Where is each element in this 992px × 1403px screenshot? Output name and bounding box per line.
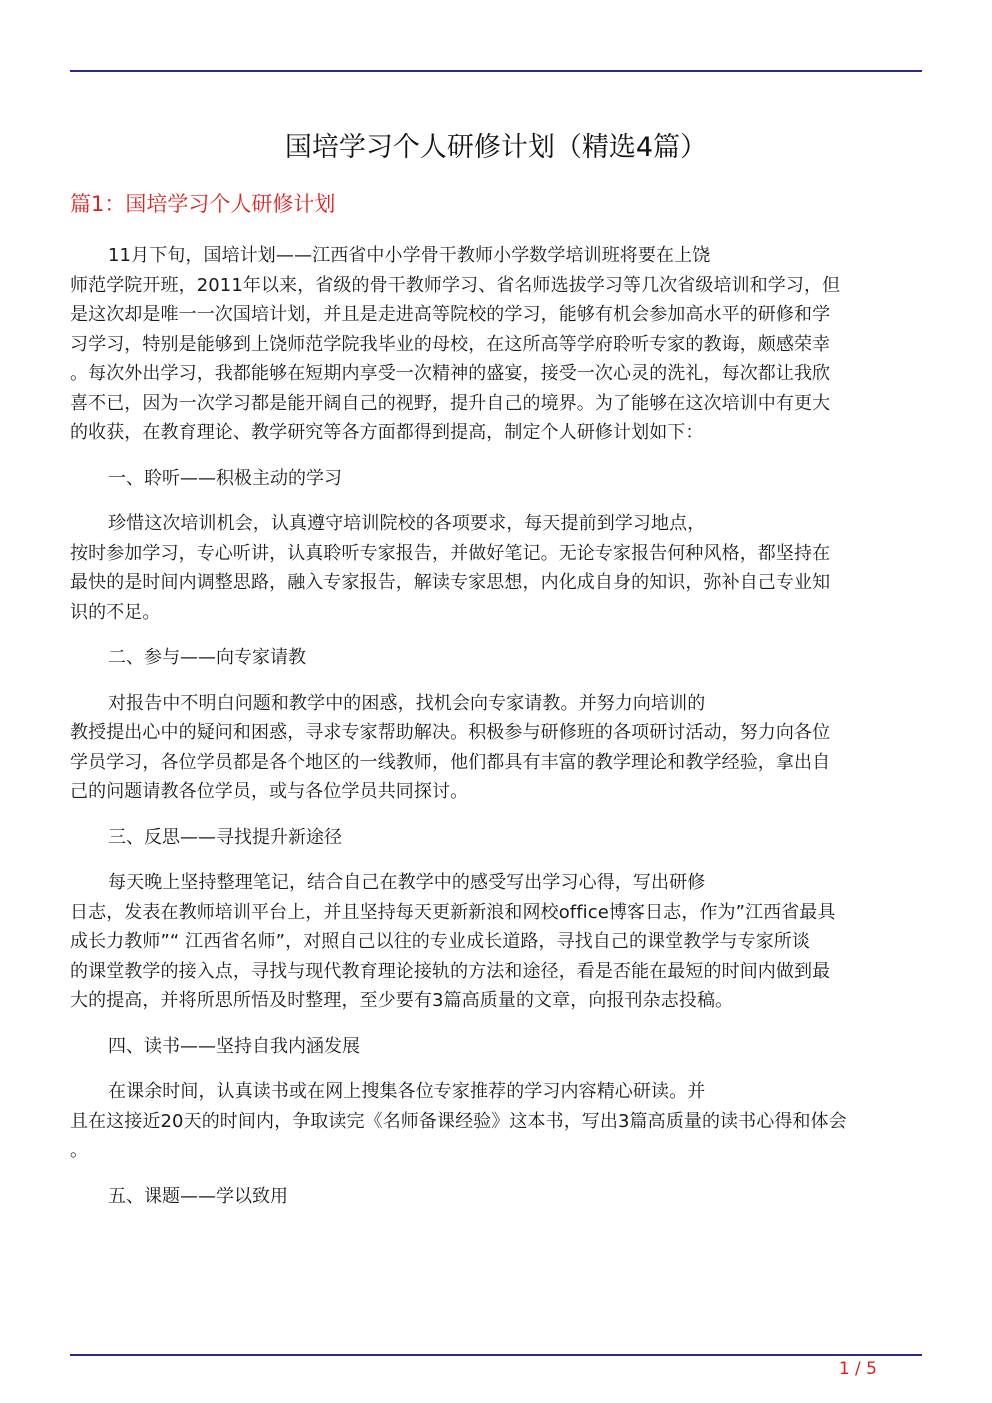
paragraph-line: 学员学习，各位学员都是各个地区的一线教师，他们都具有丰富的教学理论和教学经验，拿出自 bbox=[70, 751, 831, 773]
paragraph-reflect bbox=[70, 868, 922, 1016]
paragraph-participate bbox=[70, 689, 922, 807]
paragraph-line: 在课余时间，认真读书或在网上搜集各位专家推荐的学习内容精心研读。并 bbox=[108, 1081, 706, 1102]
paragraph-line: 对报告中不明白问题和教学中的困惑，找机会向专家请教。并努力向培训的 bbox=[108, 692, 706, 714]
subsection-heading-read: 四、读书——坚持自我内涵发展 bbox=[108, 1035, 360, 1057]
paragraph-line: 日志，发表在教师培训平台上，并且坚持每天更新新浪和网校office博客日志，作为”江西省最具 bbox=[70, 901, 836, 923]
subsection-heading-reflect: 三、反思——寻找提升新途径 bbox=[108, 826, 342, 848]
paragraph-line: 师范学院开班，2011年以来，省级的骨干教师学习、省名师选拔学习等几次省级培训和学习，但 bbox=[70, 274, 841, 296]
paragraph-listen bbox=[70, 509, 922, 627]
paragraph-line: 识的不足。 bbox=[70, 601, 161, 623]
paragraph-line: 大的提高，并将所思所悟及时整理，至少要有3篇高质量的文章，向报刊杂志投稿。 bbox=[70, 990, 734, 1011]
section-heading: 篇1：国培学习个人研修计划 bbox=[70, 192, 336, 216]
paragraph-line: 成长力教师”“ 江西省名师”，对照自己以往的专业成长道路，寻找自己的课堂教学与专家所谈 bbox=[70, 931, 810, 952]
paragraph-line: 每天晚上坚持整理笔记，结合自己在教学中的感受写出学习心得，写出研修 bbox=[108, 872, 706, 893]
paragraph-line: 珍惜这次培训机会，认真遵守培训院校的各项要求，每天提前到学习地点， bbox=[108, 513, 706, 534]
paragraph-line: 的课堂教学的接入点，寻找与现代教育理论接轨的方法和途径，看是否能在最短的时间内做到最 bbox=[70, 960, 831, 982]
intro-paragraph bbox=[70, 241, 922, 448]
paragraph-line: 是这次却是唯一一次国培计划，并且是走进高等院校的学习，能够有机会参加高水平的研修和学 bbox=[70, 304, 831, 325]
paragraph-line: 己的问题请教各位学员，或与各位学员共同探讨。 bbox=[70, 781, 469, 802]
paragraph-line: 11月下旬，国培计划——江西省中小学骨干教师小学数学培训班将要在上饶 bbox=[108, 245, 711, 266]
footer-rule bbox=[70, 1354, 922, 1356]
page-number: 1 / 5 bbox=[838, 1359, 877, 1379]
paragraph-read bbox=[70, 1077, 922, 1166]
document-title: 国培学习个人研修计划（精选4篇） bbox=[284, 132, 708, 163]
subsection-heading-participate: 二、参与——向专家请教 bbox=[108, 647, 306, 668]
paragraph-line: 最快的是时间内调整思路，融入专家报告，解读专家思想，内化成自身的知识，弥补自己专业知 bbox=[70, 572, 831, 593]
subsection-heading-listen: 一、聆听——积极主动的学习 bbox=[108, 467, 342, 489]
paragraph-line: 且在这接近20天的时间内，争取读完《名师备课经验》这本书，写出3篇高质量的读书心得和体会 bbox=[70, 1110, 847, 1132]
header-rule bbox=[70, 70, 922, 72]
paragraph-line: 按时参加学习，专心听讲，认真聆听专家报告，并做好笔记。无论专家报告何种风格，都坚持在 bbox=[70, 542, 831, 564]
paragraph-line: 的收获，在教育理论、教学研究等各方面都得到提高，制定个人研修计划如下： bbox=[70, 422, 704, 443]
subsection-heading-research: 五、课题——学以致用 bbox=[108, 1185, 288, 1207]
paragraph-line: 。 bbox=[70, 1140, 89, 1161]
paragraph-line: 。每次外出学习，我都能够在短期内享受一次精神的盛宴，接受一次心灵的洗礼，每次都让我欣 bbox=[70, 363, 831, 384]
paragraph-line: 习学习，特别是能够到上饶师范学院我毕业的母校，在这所高等学府聆听专家的教诲，颇感荣幸 bbox=[70, 333, 831, 355]
paragraph-line: 教授提出心中的疑问和困惑，寻求专家帮助解决。积极参与研修班的各项研讨活动，努力向各位 bbox=[70, 722, 831, 743]
document-body bbox=[70, 241, 922, 1227]
paragraph-line: 喜不已，因为一次学习都是能开阔自己的视野，提升自己的境界。为了能够在这次培训中有更大 bbox=[70, 392, 831, 414]
